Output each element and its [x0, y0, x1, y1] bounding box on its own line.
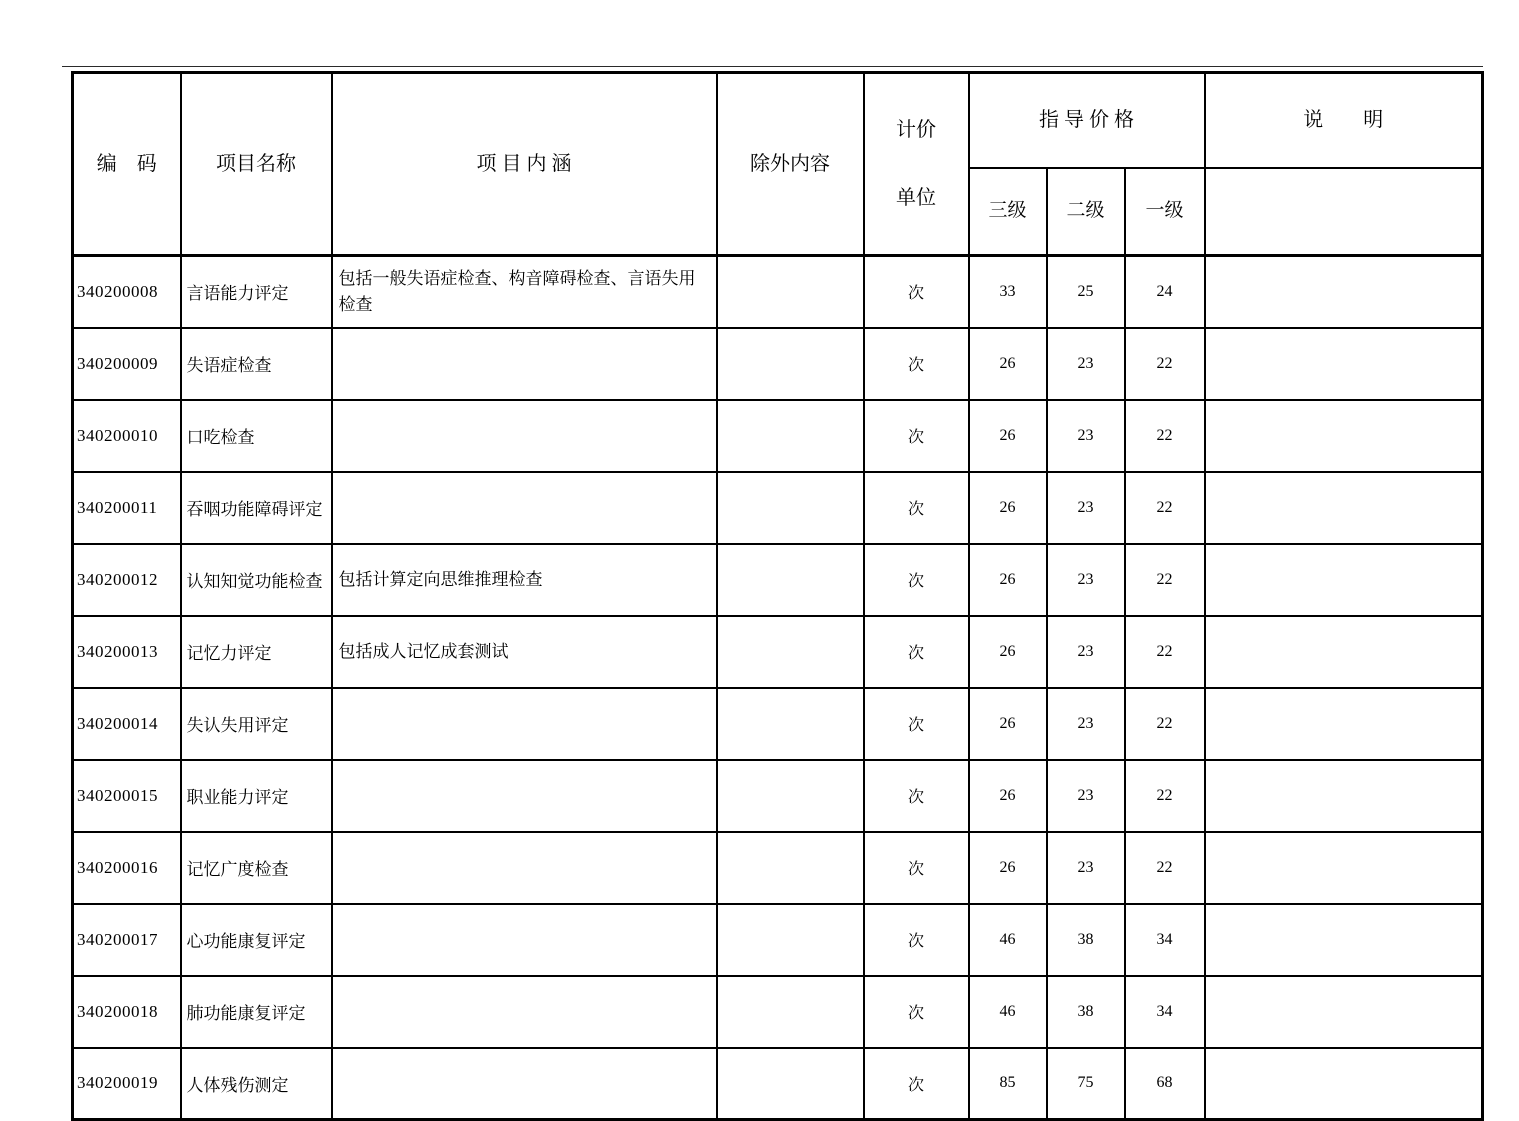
cell-pricing-unit: 次	[864, 616, 969, 688]
cell-pricing-unit: 次	[864, 400, 969, 472]
cell-price-level3: 33	[969, 256, 1047, 328]
cell-price-level2: 23	[1047, 616, 1125, 688]
price-table	[71, 71, 1484, 1121]
cell-excluded-content	[717, 760, 864, 832]
cell-code: 340200018	[73, 976, 181, 1048]
cell-project-name: 认知知觉功能检查	[181, 544, 332, 616]
header-note: 说 明	[1205, 73, 1483, 168]
table-row	[73, 472, 1483, 544]
cell-note	[1205, 400, 1483, 472]
cell-price-level1: 22	[1125, 328, 1205, 400]
cell-project-name: 记忆力评定	[181, 616, 332, 688]
cell-price-level1: 22	[1125, 400, 1205, 472]
cell-pricing-unit: 次	[864, 544, 969, 616]
cell-note	[1205, 832, 1483, 904]
table-row	[73, 544, 1483, 616]
cell-price-level2: 23	[1047, 832, 1125, 904]
cell-project-name: 吞咽功能障碍评定	[181, 472, 332, 544]
table-body	[73, 256, 1483, 1120]
cell-price-level3: 26	[969, 616, 1047, 688]
cell-price-level1: 22	[1125, 472, 1205, 544]
cell-project-name: 失语症检查	[181, 328, 332, 400]
cell-code: 340200009	[73, 328, 181, 400]
cell-excluded-content	[717, 400, 864, 472]
cell-pricing-unit: 次	[864, 832, 969, 904]
cell-price-level3: 26	[969, 544, 1047, 616]
table-row	[73, 616, 1483, 688]
cell-pricing-unit: 次	[864, 328, 969, 400]
cell-price-level3: 26	[969, 328, 1047, 400]
cell-price-level1: 34	[1125, 976, 1205, 1048]
cell-pricing-unit: 次	[864, 976, 969, 1048]
cell-price-level1: 22	[1125, 760, 1205, 832]
cell-price-level1: 22	[1125, 688, 1205, 760]
cell-project-content	[332, 472, 717, 544]
header-row-top	[73, 73, 1483, 168]
cell-price-level3: 26	[969, 400, 1047, 472]
cell-excluded-content	[717, 976, 864, 1048]
header-unit-line2: 单位	[896, 187, 936, 209]
cell-price-level2: 23	[1047, 400, 1125, 472]
cell-price-level1: 22	[1125, 832, 1205, 904]
cell-price-level3: 46	[969, 904, 1047, 976]
table-row	[73, 688, 1483, 760]
cell-excluded-content	[717, 256, 864, 328]
cell-project-content	[332, 976, 717, 1048]
cell-project-name: 失认失用评定	[181, 688, 332, 760]
table-row	[73, 328, 1483, 400]
table-row	[73, 256, 1483, 328]
cell-code: 340200010	[73, 400, 181, 472]
cell-price-level1: 22	[1125, 616, 1205, 688]
cell-price-level1: 34	[1125, 904, 1205, 976]
cell-price-level2: 23	[1047, 472, 1125, 544]
cell-pricing-unit: 次	[864, 760, 969, 832]
table-header	[73, 73, 1483, 256]
cell-pricing-unit: 次	[864, 1048, 969, 1120]
header-name: 项目名称	[181, 73, 332, 256]
cell-project-content	[332, 1048, 717, 1120]
header-price-group: 指 导 价 格	[969, 73, 1205, 168]
cell-code: 340200011	[73, 472, 181, 544]
cell-note	[1205, 544, 1483, 616]
cell-note	[1205, 1048, 1483, 1120]
cell-price-level3: 26	[969, 760, 1047, 832]
cell-price-level1: 68	[1125, 1048, 1205, 1120]
cell-price-level1: 24	[1125, 256, 1205, 328]
cell-note	[1205, 760, 1483, 832]
cell-note	[1205, 904, 1483, 976]
cell-price-level2: 75	[1047, 1048, 1125, 1120]
cell-project-content	[332, 832, 717, 904]
table-row	[73, 832, 1483, 904]
cell-note	[1205, 328, 1483, 400]
cell-project-name: 言语能力评定	[181, 256, 332, 328]
cell-code: 340200013	[73, 616, 181, 688]
cell-project-name: 心功能康复评定	[181, 904, 332, 976]
table-row	[73, 760, 1483, 832]
cell-project-name: 职业能力评定	[181, 760, 332, 832]
cell-excluded-content	[717, 1048, 864, 1120]
header-unit	[864, 73, 969, 256]
cell-note	[1205, 976, 1483, 1048]
table-row	[73, 976, 1483, 1048]
header-excluded: 除外内容	[717, 73, 864, 256]
cell-project-name: 记忆广度检查	[181, 832, 332, 904]
cell-note	[1205, 616, 1483, 688]
cell-price-level2: 38	[1047, 904, 1125, 976]
cell-project-content	[332, 904, 717, 976]
cell-pricing-unit: 次	[864, 688, 969, 760]
cell-excluded-content	[717, 544, 864, 616]
cell-price-level3: 46	[969, 976, 1047, 1048]
cell-pricing-unit: 次	[864, 256, 969, 328]
header-note-sub	[1205, 168, 1483, 256]
cell-project-content: 包括一般失语症检查、构音障碍检查、言语失用检查	[332, 256, 717, 328]
cell-code: 340200008	[73, 256, 181, 328]
cell-price-level2: 23	[1047, 544, 1125, 616]
cell-price-level2: 38	[1047, 976, 1125, 1048]
cell-price-level3: 26	[969, 688, 1047, 760]
top-rule	[62, 66, 1483, 67]
table-row	[73, 1048, 1483, 1120]
cell-note	[1205, 688, 1483, 760]
cell-project-name: 肺功能康复评定	[181, 976, 332, 1048]
cell-project-content	[332, 688, 717, 760]
cell-project-content: 包括成人记忆成套测试	[332, 616, 717, 688]
cell-code: 340200012	[73, 544, 181, 616]
cell-price-level2: 25	[1047, 256, 1125, 328]
cell-project-content	[332, 760, 717, 832]
header-level1: 一级	[1125, 168, 1205, 256]
cell-project-content	[332, 400, 717, 472]
cell-price-level3: 26	[969, 832, 1047, 904]
cell-excluded-content	[717, 832, 864, 904]
cell-project-name: 口吃检查	[181, 400, 332, 472]
cell-excluded-content	[717, 328, 864, 400]
cell-price-level2: 23	[1047, 688, 1125, 760]
cell-excluded-content	[717, 616, 864, 688]
cell-price-level1: 22	[1125, 544, 1205, 616]
header-level3: 三级	[969, 168, 1047, 256]
cell-code: 340200017	[73, 904, 181, 976]
cell-price-level2: 23	[1047, 760, 1125, 832]
cell-code: 340200015	[73, 760, 181, 832]
cell-project-content: 包括计算定向思维推理检查	[332, 544, 717, 616]
cell-price-level2: 23	[1047, 328, 1125, 400]
cell-note	[1205, 256, 1483, 328]
cell-project-name: 人体残伤测定	[181, 1048, 332, 1120]
table-row	[73, 400, 1483, 472]
cell-code: 340200019	[73, 1048, 181, 1120]
table-row	[73, 904, 1483, 976]
header-level2: 二级	[1047, 168, 1125, 256]
cell-code: 340200014	[73, 688, 181, 760]
cell-price-level3: 26	[969, 472, 1047, 544]
cell-excluded-content	[717, 472, 864, 544]
cell-excluded-content	[717, 688, 864, 760]
cell-pricing-unit: 次	[864, 472, 969, 544]
header-unit-line1: 计价	[896, 119, 936, 141]
cell-excluded-content	[717, 904, 864, 976]
header-content: 项 目 内 涵	[332, 73, 717, 256]
cell-price-level3: 85	[969, 1048, 1047, 1120]
cell-code: 340200016	[73, 832, 181, 904]
cell-project-content	[332, 328, 717, 400]
cell-pricing-unit: 次	[864, 904, 969, 976]
cell-note	[1205, 472, 1483, 544]
header-code: 编 码	[73, 73, 181, 256]
